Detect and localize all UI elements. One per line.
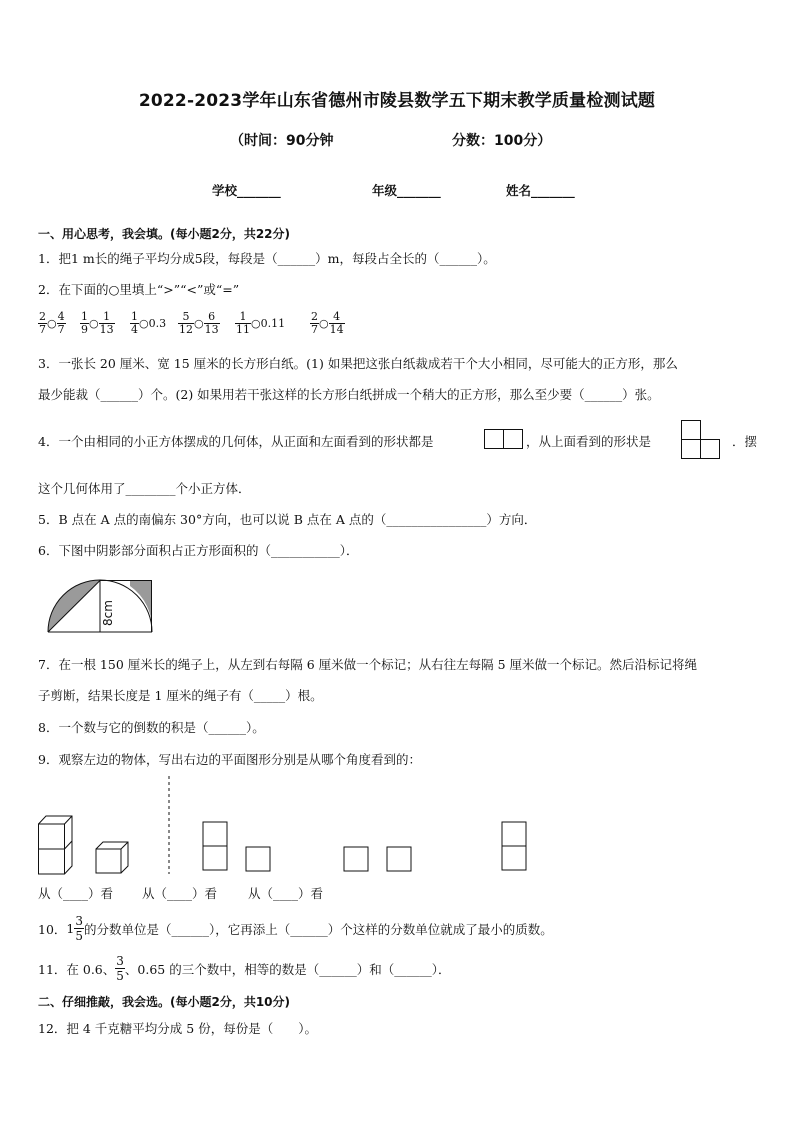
compare-item-3: $\frac{1}{4}$ ○0.3: [131, 310, 167, 336]
name-field: 姓名_______: [506, 183, 575, 198]
top-view-figure: [681, 420, 721, 460]
question-3-line-2: 最少能裁（______）个。(2) 如果用若干张这样的长方形白纸拼成一个稍大的正方形，那么至少要（______）张。: [38, 387, 660, 402]
front-view-figure: [484, 429, 524, 449]
question-4-part-2: ，从上面看到的形状是: [526, 434, 652, 449]
question-4-line-2: 这个几何体用了________个小正方体．: [38, 481, 251, 496]
question-1: 1．把1 m长的绳子平均分成5段，每段是（______）m，每段占全长的（______）。: [38, 251, 496, 266]
section-1-heading: 一、用心思考，我会填。(每小题2分，共22分): [38, 227, 291, 241]
grade-field: 年级_______: [372, 183, 441, 198]
question-3-line-1: 3．一张长 20 厘米、宽 15 厘米的长方形白纸。(1) 如果把这张白纸裁成若干个大小相同，尽可能大的正方形，那么: [38, 356, 678, 371]
school-field: 学校_______: [212, 183, 281, 198]
view-blank-1: 从（____）看: [38, 886, 114, 901]
compare-item-6: $\frac{2}{7}$ ○ $\frac{4}{14}$: [311, 310, 344, 336]
page-title: 2022-2023学年山东省德州市陵县数学五下期末教学质量检测试题: [138, 91, 656, 111]
question-6: 6．下图中阴影部分面积占正方形面积的（___________）．: [38, 543, 359, 558]
question-5: 5．B 点在 A 点的南偏东 30°方向，也可以说 B 点在 A 点的（________________）方向．: [38, 512, 537, 527]
compare-item-4: $\frac{5}{12}$ ○ $\frac{6}{13}$: [179, 310, 219, 336]
question-4-part-3: ．摆: [732, 434, 758, 449]
compare-item-2: $\frac{1}{9}$ ○ $\frac{1}{13}$: [81, 310, 114, 336]
compare-item-5: $\frac{1}{11}$ ○0.11: [236, 310, 286, 336]
question-11: 11．在 0.6、 $\frac{3}{5}$ 、0.65 的三个数中，相等的数是（______）和（______）．: [38, 954, 451, 983]
question-7-line-1: 7．在一根 150 厘米长的绳子上，从左到右每隔 6 厘米做一个标记；从右往左每隔 5 厘米做一个标记。然后沿标记将绳: [38, 657, 698, 672]
time-label: （时间：90分钟: [230, 133, 334, 149]
score-label: 分数：100分）: [452, 133, 552, 149]
compare-item-1: $\frac{2}{7}$ ○ $\frac{4}{7}$: [39, 310, 65, 336]
view-blank-3: 从（____）看: [248, 886, 324, 901]
view-blank-2: 从（____）看: [142, 886, 218, 901]
question-10: 10． 1 $\frac{3}{5}$ 的分数单位是（______），它再添上（______）个这样的分数单位就成了最小的质数。: [38, 914, 553, 943]
question-4-part-1: 4．一个由相同的小正方体摆成的几何体，从正面和左面看到的形状都是: [38, 434, 434, 449]
semicircle-square-figure: [48, 580, 152, 632]
section-2-heading: 二、仔细推敲，我会选。(每小题2分，共10分): [38, 995, 291, 1009]
question-12: 12．把 4 千克糖平均分成 5 份，每份是（ ）。: [38, 1021, 317, 1036]
length-label: 8cm: [101, 600, 115, 626]
question-9: 9．观察左边的物体，写出右边的平面图形分别是从哪个角度看到的：: [38, 752, 421, 767]
views-figure: [38, 776, 518, 876]
question-7-line-2: 子剪断，结果长度是 1 厘米的绳子有（_____）根。: [38, 688, 323, 703]
question-2: 2．在下面的○里填上“>”“<”或“=”: [38, 282, 240, 297]
question-8: 8．一个数与它的倒数的积是（______）。: [38, 720, 265, 735]
